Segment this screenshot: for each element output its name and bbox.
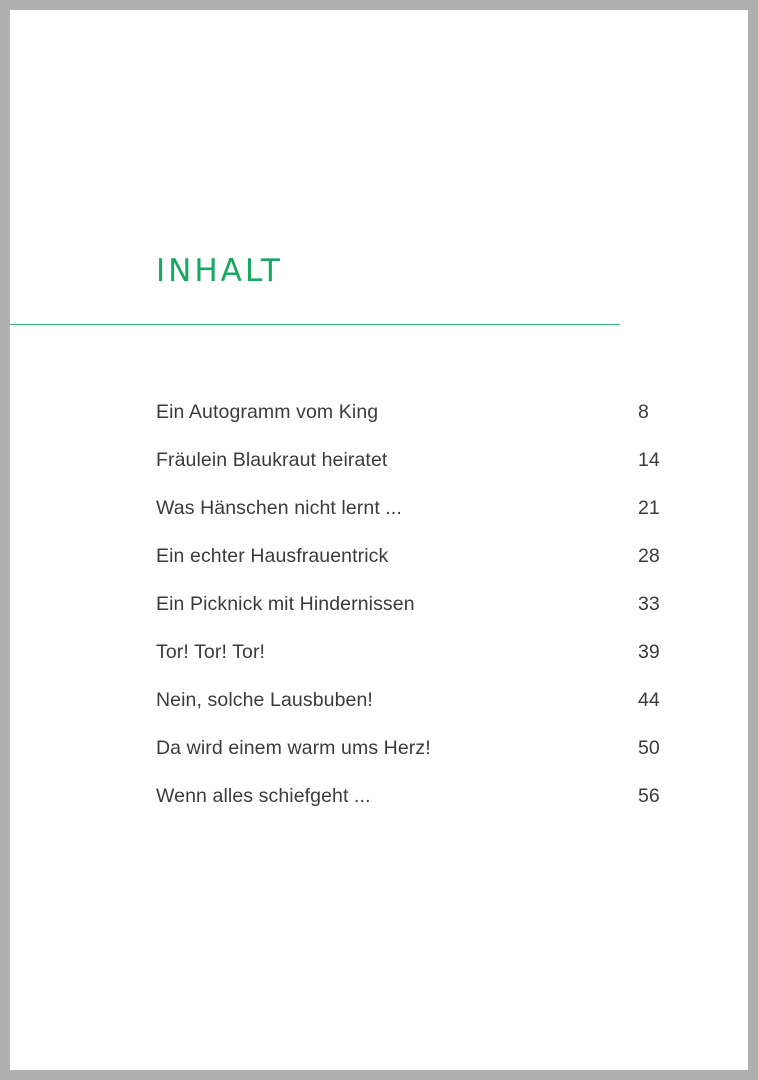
toc-entry-title: Was Hänschen nicht lernt ...	[156, 497, 402, 519]
toc-entry-title: Nein, solche Lausbuben!	[156, 689, 373, 711]
toc-entry-title: Ein Autogramm vom King	[156, 401, 379, 423]
toc-entry-page: 8	[638, 401, 649, 423]
book-page	[10, 10, 748, 1070]
toc-entry-page-column	[638, 436, 668, 484]
toc-entry-page: 39	[638, 641, 660, 663]
page-title: INHALT	[156, 253, 283, 289]
toc-entry-page: 50	[638, 737, 660, 759]
toc-entry-page: 21	[638, 497, 660, 519]
table-of-contents	[156, 388, 668, 820]
toc-entry[interactable]	[156, 628, 668, 676]
toc-entry-page-column	[638, 724, 668, 772]
toc-entry-page: 28	[638, 545, 660, 567]
title-divider	[10, 324, 620, 325]
toc-entry-page: 44	[638, 689, 660, 711]
toc-entry[interactable]	[156, 724, 668, 772]
toc-entry-title: Wenn alles schiefgeht ...	[156, 785, 371, 807]
toc-entry-title: Da wird einem warm ums Herz!	[156, 737, 431, 759]
toc-entry-page-column	[638, 772, 668, 820]
toc-entry-page-column	[638, 580, 668, 628]
toc-entry[interactable]	[156, 772, 668, 820]
toc-entry-page: 33	[638, 593, 660, 615]
toc-entry-page: 14	[638, 449, 660, 471]
toc-entry-page-column	[638, 676, 668, 724]
toc-entry-page-column	[638, 628, 668, 676]
toc-entry[interactable]	[156, 388, 668, 436]
toc-entry[interactable]	[156, 484, 668, 532]
toc-entry[interactable]	[156, 676, 668, 724]
toc-entry[interactable]	[156, 532, 668, 580]
toc-entry-page-column	[638, 388, 668, 436]
toc-entry-title: Tor! Tor! Tor!	[156, 641, 266, 663]
toc-entry-title: Fräulein Blaukraut heiratet	[156, 449, 388, 471]
toc-entry-page-column	[638, 532, 668, 580]
toc-entry-page-column	[638, 484, 668, 532]
toc-entry-page: 56	[638, 785, 660, 807]
toc-entry[interactable]	[156, 580, 668, 628]
toc-entry[interactable]	[156, 436, 668, 484]
toc-entry-title: Ein echter Hausfrauentrick	[156, 545, 389, 567]
toc-entry-title: Ein Picknick mit Hindernissen	[156, 593, 415, 615]
